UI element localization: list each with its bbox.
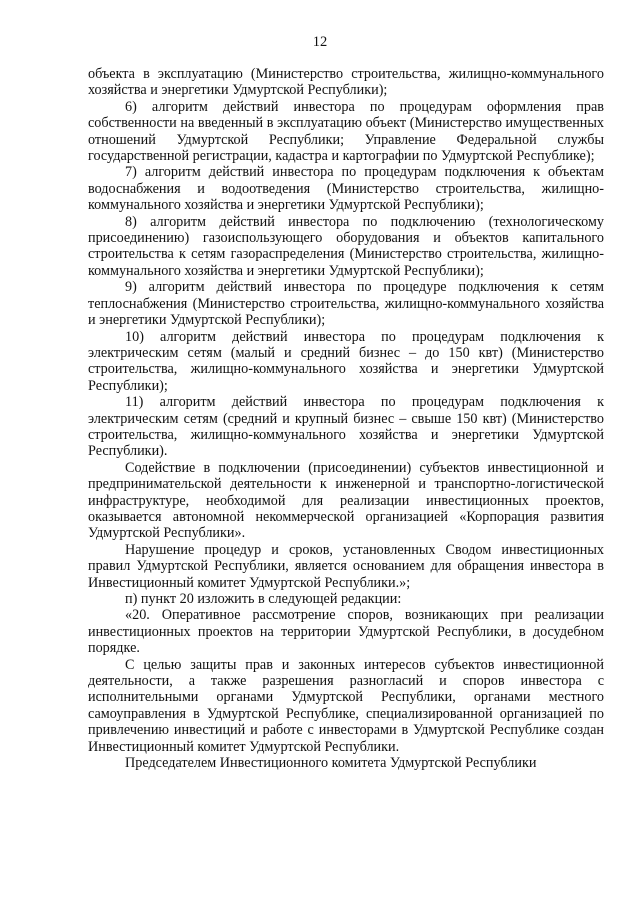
page-number: 12 bbox=[312, 34, 328, 50]
paragraph-3: 7) алгоритм действий инвестора по процедурам подключения к объектам водоснабжения и водоотведения (Министерство строительства, жилищно-коммунального хозяйства и энергетики Удмуртской Республики); bbox=[88, 164, 604, 214]
paragraph-13: Председателем Инвестиционного комитета Удмуртской Республики bbox=[125, 755, 537, 772]
paragraph-7: 11) алгоритм действий инвестора по процедурам подключения к электрическим сетям (средний и крупный бизнес – свыше 150 квт) (Министерство строительства, жилищно-коммунального хозяйства и энергетики Удмуртской Республики). bbox=[88, 394, 604, 460]
paragraph-12: С целью защиты прав и законных интересов субъектов инвестиционной деятельности, а также разрешения разногласий и споров инвестора с исполнительными органами Удмуртской Республики, органами местного самоуправления в Удмуртской Республике, специализированной организацией по привлечению инвестиций и работе с инвесторами в Удмуртской Республике создан Инвестиционный комитет Удмуртской Республики. bbox=[88, 656, 604, 755]
paragraph-2: 6) алгоритм действий инвестора по процедурам оформления прав собственности на введенный в эксплуатацию объект (Министерство имущественных отношений Удмуртской Республики; Управление Федеральной службы государственной регистрации, кадастра и картографии по Удмуртской Республике); bbox=[88, 98, 604, 165]
paragraph-8: Содействие в подключении (присоединении) субъектов инвестиционной и предпринимательской деятельности к инженерной и транспортно-логистической инфраструктуре, необходимой для реализации инвестиционных проектов, оказывается автономной некоммерческой организацией «Корпорация развития Удмуртской Республики». bbox=[88, 459, 604, 542]
paragraph-5: 9) алгоритм действий инвестора по процедуре подключения к сетям теплоснабжения (Министерство строительства, жилищно-коммунального хозяйства и энергетики Удмуртской Республики); bbox=[88, 279, 604, 329]
paragraph-9: Нарушение процедур и сроков, установленных Сводом инвестиционных правил Удмуртской Республики, является основанием для обращения инвестора в Инвестиционный комитет Удмуртской Республики.»; bbox=[88, 541, 604, 591]
paragraph-11: «20. Оперативное рассмотрение споров, возникающих при реализации инвестиционных проектов на территории Удмуртской Республики, в досудебном порядке. bbox=[88, 607, 604, 657]
paragraph-10: п) пункт 20 изложить в следующей редакции: bbox=[125, 591, 402, 607]
paragraph-6: 10) алгоритм действий инвестора по процедурам подключения к электрическим сетям (малый и средний бизнес – до 150 квт) (Министерство строительства, жилищно-коммунального хозяйства и энергетики Удмуртской Республики); bbox=[88, 328, 604, 394]
paragraph-1: объекта в эксплуатацию (Министерство строительства, жилищно-коммунального хозяйства и энергетики Удмуртской Республики); bbox=[88, 66, 604, 99]
paragraph-4: 8) алгоритм действий инвестора по подключению (технологическому присоединению) газоиспользующего оборудования и объектов капитального строительства к сетям газораспределения (Министерство строительства, жилищно-коммунального хозяйства и энергетики Удмуртской Республики); bbox=[88, 213, 604, 279]
document-body bbox=[88, 66, 604, 771]
